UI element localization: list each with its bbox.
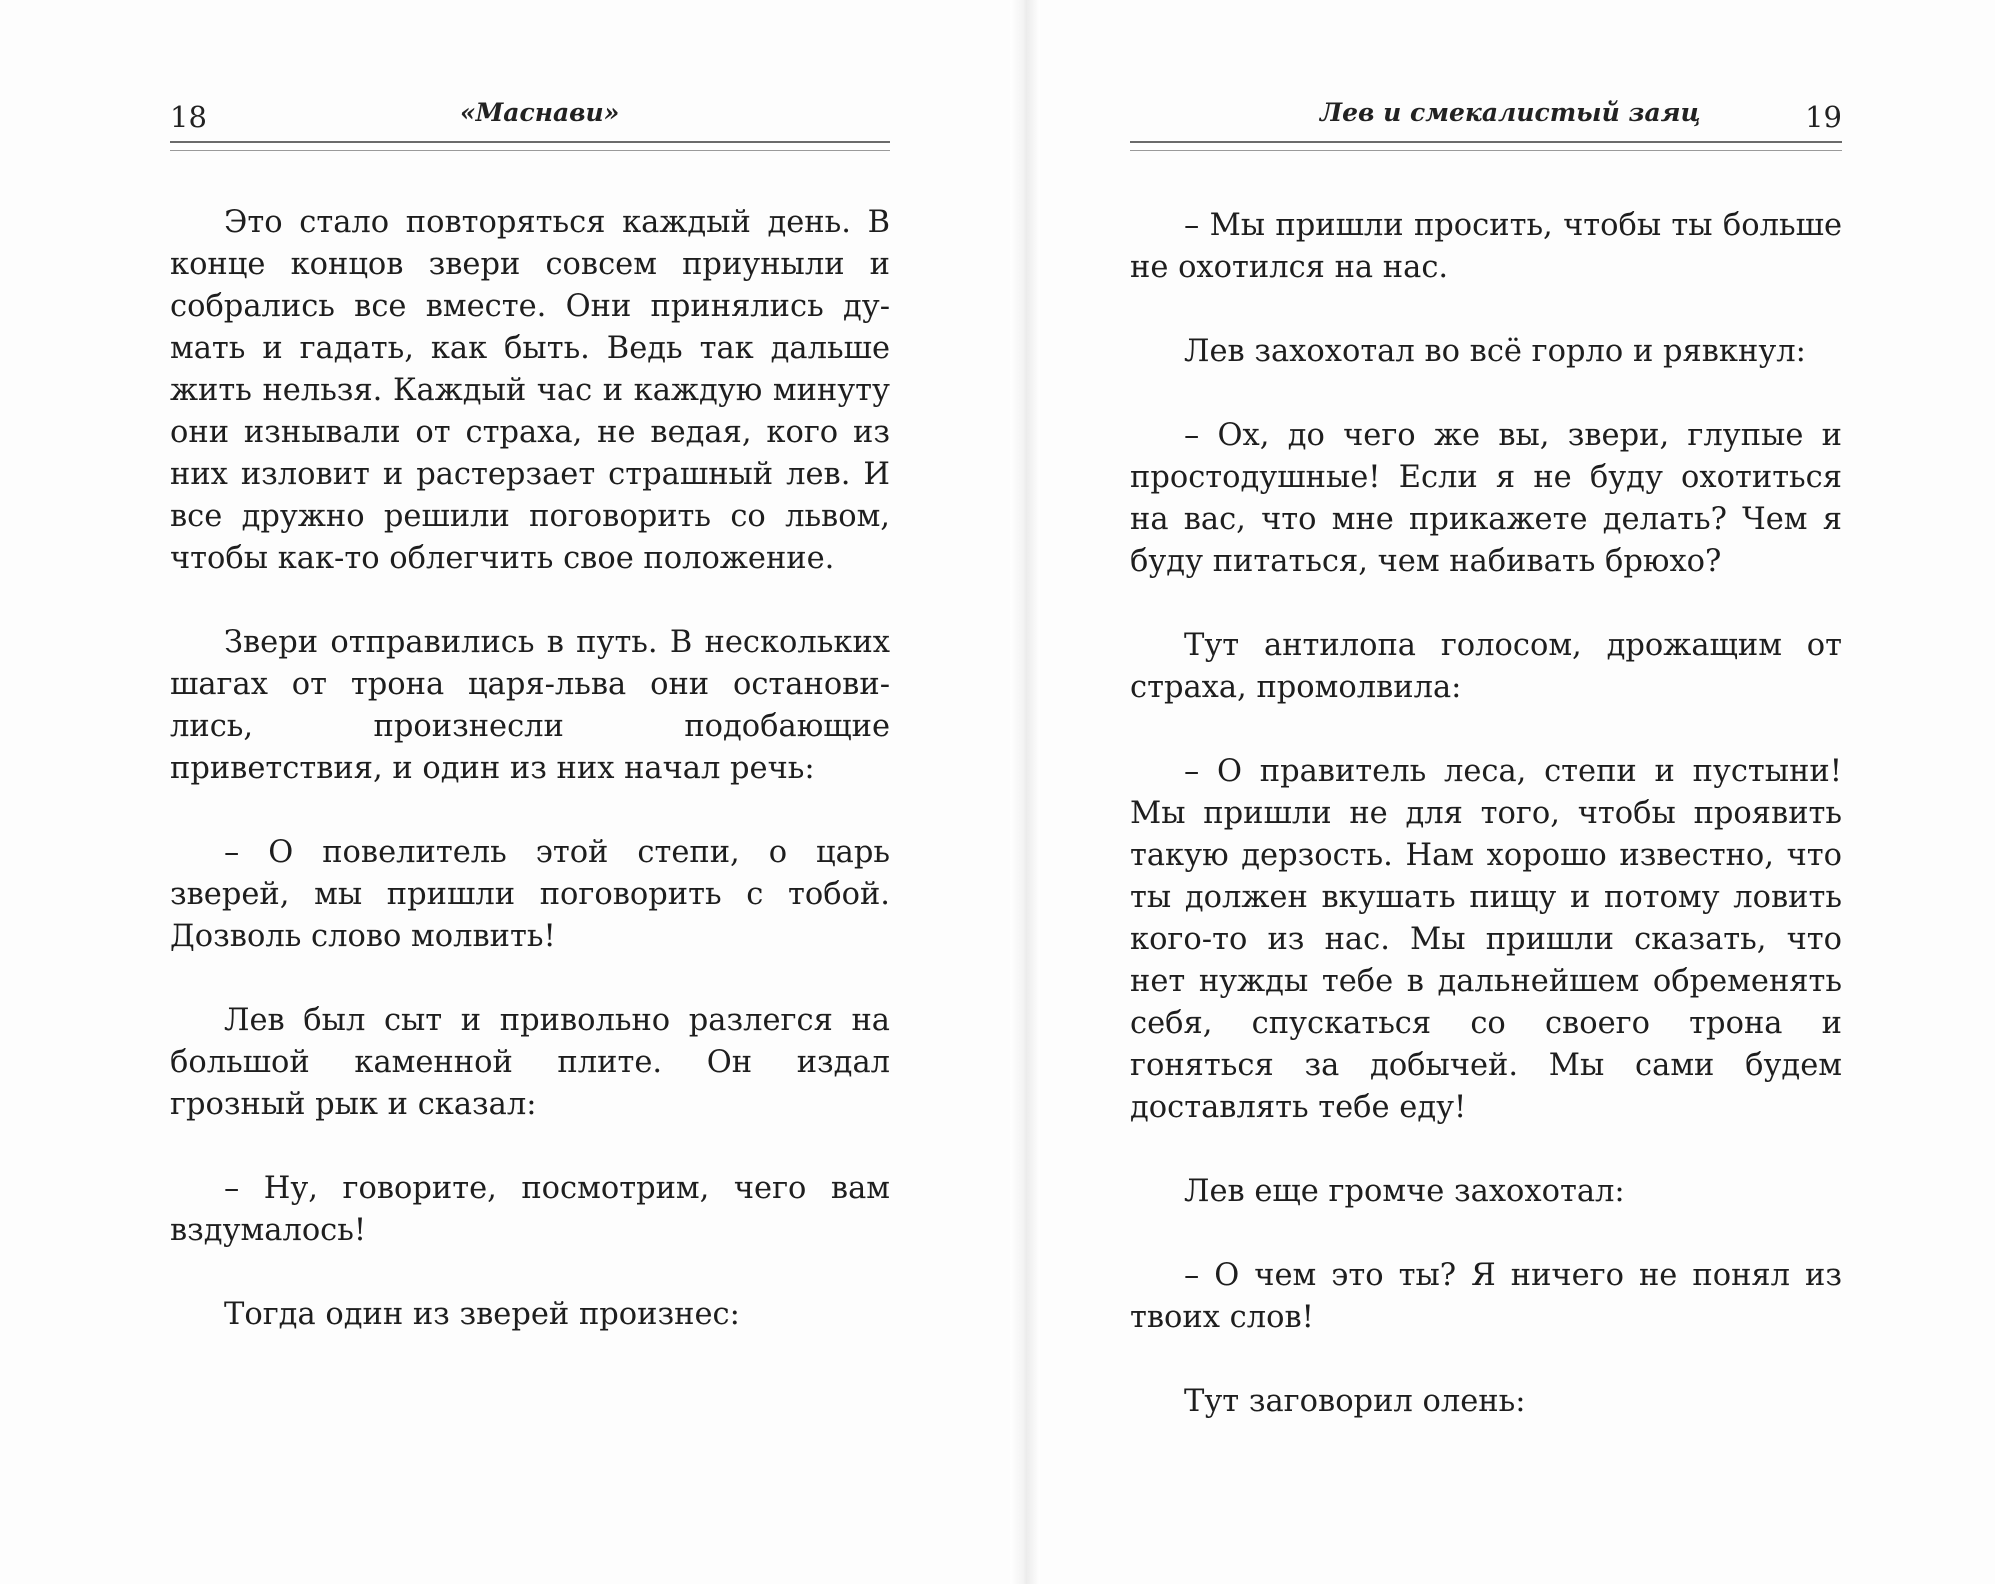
body-text xyxy=(1130,205,1842,1465)
paragraph: Лев захохотал во всё горло и рявкнул: xyxy=(1184,334,1806,369)
paragraph: Тогда один из зверей произнес: xyxy=(224,1297,740,1332)
paragraph: Лев еще громче захохотал: xyxy=(1184,1174,1625,1209)
paragraph: – Ох, до чего же вы, звери, глупые и простодушные! Если я не буду охотиться на вас, что мне прикажете делать? Чем я буду питаться, чем набивать брюхо? xyxy=(1130,418,1842,579)
running-head xyxy=(170,96,890,136)
left-page xyxy=(170,0,890,1584)
header-rule xyxy=(170,141,890,151)
paragraph: – О повелитель этой степи, о царь зверей, мы пришли поговорить с тобой. Дозволь слово молвить! xyxy=(170,835,890,954)
page-number: 18 xyxy=(170,100,207,134)
body-text xyxy=(170,202,890,1378)
paragraph: Лев был сыт и привольно разлегся на большой каменной плите. Он издал грозный рык и сказал: xyxy=(170,1003,890,1122)
running-title: Лев и смекалистый заяц xyxy=(1320,98,1701,127)
paragraph: – Мы пришли просить, чтобы ты больше не охотился на нас. xyxy=(1130,208,1842,285)
right-page xyxy=(1130,0,1842,1584)
running-head xyxy=(1130,96,1842,136)
paragraph: – О правитель леса, степи и пустыни! Мы пришли не для того, чтобы проявить такую дерзость. Нам хорошо известно, что ты должен вкушать пищу и потому ловить кого-то из нас. Мы пришли сказать, что нет нужды тебе в дальнейшем обременять себя, спускаться со своего трона и гоняться за добычей. Мы сами будем доставлять тебе еду! xyxy=(1130,754,1842,1125)
page-number: 19 xyxy=(1805,100,1842,134)
book-gutter xyxy=(1010,0,1040,1584)
paragraph: Это стало повторяться каждый день. В конце концов звери совсем приуныли и собрались все вместе. Они принялись думать и гадать, как быть. Ведь так дальше жить нельзя. Каждый час и каждую минуту они изнывали от страха, не ведая, кого из них изловит и растерзает страшный лев. И все дружно решили поговорить со львом, чтобы как-то облегчить свое положение. xyxy=(170,205,890,576)
paragraph: Тут антилопа голосом, дрожащим от страха, промолвила: xyxy=(1130,628,1842,705)
paragraph: – О чем это ты? Я ничего не понял из твоих слов! xyxy=(1130,1258,1842,1335)
header-rule xyxy=(1130,141,1842,151)
running-title: «Маснави» xyxy=(460,98,620,127)
paragraph: – Ну, говорите, посмотрим, чего вам вздумалось! xyxy=(170,1171,890,1248)
paragraph: Звери отправились в путь. В нескольких шагах от трона царя-льва они остановились, произнесли подобающие приветствия, и один из них начал речь: xyxy=(170,625,890,786)
paragraph: Тут заговорил олень: xyxy=(1184,1384,1526,1419)
